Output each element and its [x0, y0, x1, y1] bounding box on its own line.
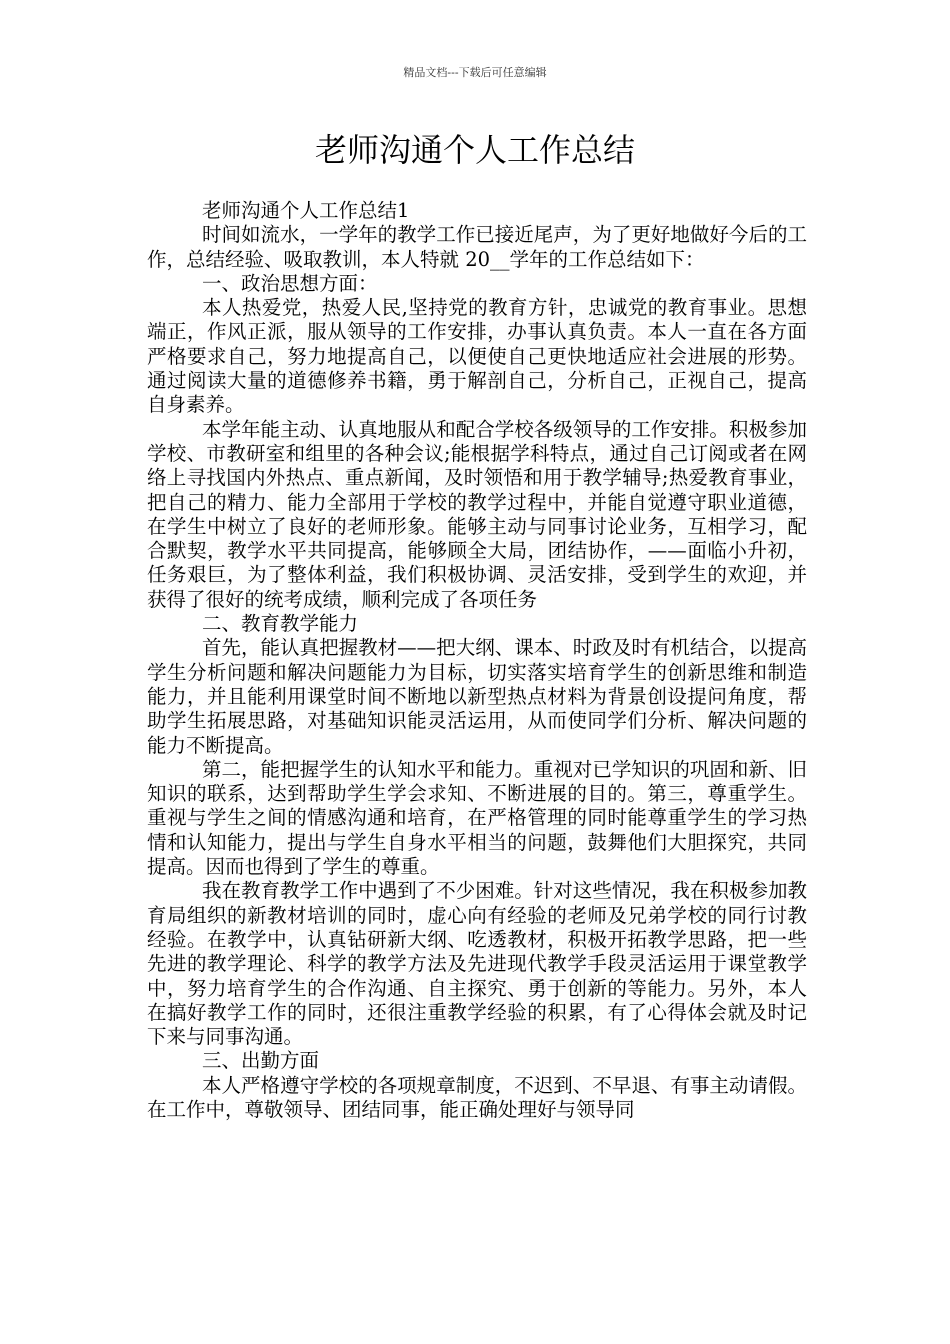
body-paragraph: 本人热爱党，热爱人民,坚持党的教育方针，忠诚党的教育事业。思想端正，作风正派，服从领导的工作安排，办事认真负责。本人一直在各方面严格要求自己，努力地提高自己，以便使自己更快地适应社会进展的形势。通过阅读大量的道德修养书籍，勇于解剖自己，分析自己，正视自己，提高自身素养。	[147, 296, 807, 417]
section-heading-politics: 一、政治思想方面：	[202, 271, 378, 295]
body-paragraph: 首先，能认真把握教材——把大纲、课本、时政及时有机结合，以提高学生分析问题和解决问题能力为目标，切实落实培育学生的创新思维和制造能力，并且能利用课堂时间不断地以新型热点材料为背景创设提问角度，帮助学生拓展思路，对基础知识能灵活运用，从而使同学们分析、解决问题的能力不断提高。	[147, 636, 807, 757]
body-paragraph: 第二，能把握学生的认知水平和能力。重视对已学知识的巩固和新、旧知识的联系，达到帮助学生学会求知、不断进展的目的。第三，尊重学生。重视与学生之间的情感沟通和培育，在严格管理的同时能尊重学生的学习热情和认知能力，提出与学生自身水平相当的问题，鼓舞他们大胆探究，共同提高。因而也得到了学生的尊重。	[147, 757, 807, 879]
subtitle-paragraph: 老师沟通个人工作总结1	[202, 199, 410, 222]
body-paragraph: 我在教育教学工作中遇到了不少困难。针对这些情况，我在积极参加教育局组织的新教材培训的同时，虚心向有经验的老师及兄弟学校的同行讨教经验。在教学中，认真钻研新大纲、吃透教材，积极开拓教学思路，把一些先进的教学理论、科学的教学方法及先进现代教学手段灵活运用于课堂教学中，努力培育学生的合作沟通、自主探究、勇于创新的等能力。另外，本人在搞好教学工作的同时，还很注重教学经验的积累，有了心得体会就及时记下来与同事沟通。	[147, 879, 807, 1049]
header-note: 精品文档---下载后可任意编辑	[403, 66, 547, 79]
section-heading-attendance: 三、出勤方面	[202, 1049, 320, 1073]
body-paragraph: 本学年能主动、认真地服从和配合学校各级领导的工作安排。积极参加学校、市教研室和组里的各种会议;能根据学科特点，通过自己订阅或者在网络上寻找国内外热点、重点新闻，及时领悟和用于教学辅导;热爱教育事业，把自己的精力、能力全部用于学校的教学过程中，并能自觉遵守职业道德，在学生中树立了良好的老师形象。能够主动与同事讨论业务，互相学习，配合默契，教学水平共同提高，能够顾全大局，团结协作，——面临小升初，任务艰巨，为了整体利益，我们积极协调、灵活安排，受到学生的欢迎，并获得了很好的统考成绩，顺利完成了各项任务	[147, 417, 807, 611]
body-paragraph: 本人严格遵守学校的各项规章制度，不迟到、不早退、有事主动请假。在工作中，尊敬领导、团结同事，能正确处理好与领导同	[147, 1073, 807, 1121]
intro-paragraph: 时间如流水，一学年的教学工作已接近尾声，为了更好地做好今后的工作，总结经验、吸取教训，本人特就 20__学年的工作总结如下：	[147, 223, 807, 271]
document-title: 老师沟通个人工作总结	[314, 131, 635, 169]
section-heading-teaching: 二、教育教学能力	[202, 612, 359, 636]
document-body	[147, 199, 807, 1122]
